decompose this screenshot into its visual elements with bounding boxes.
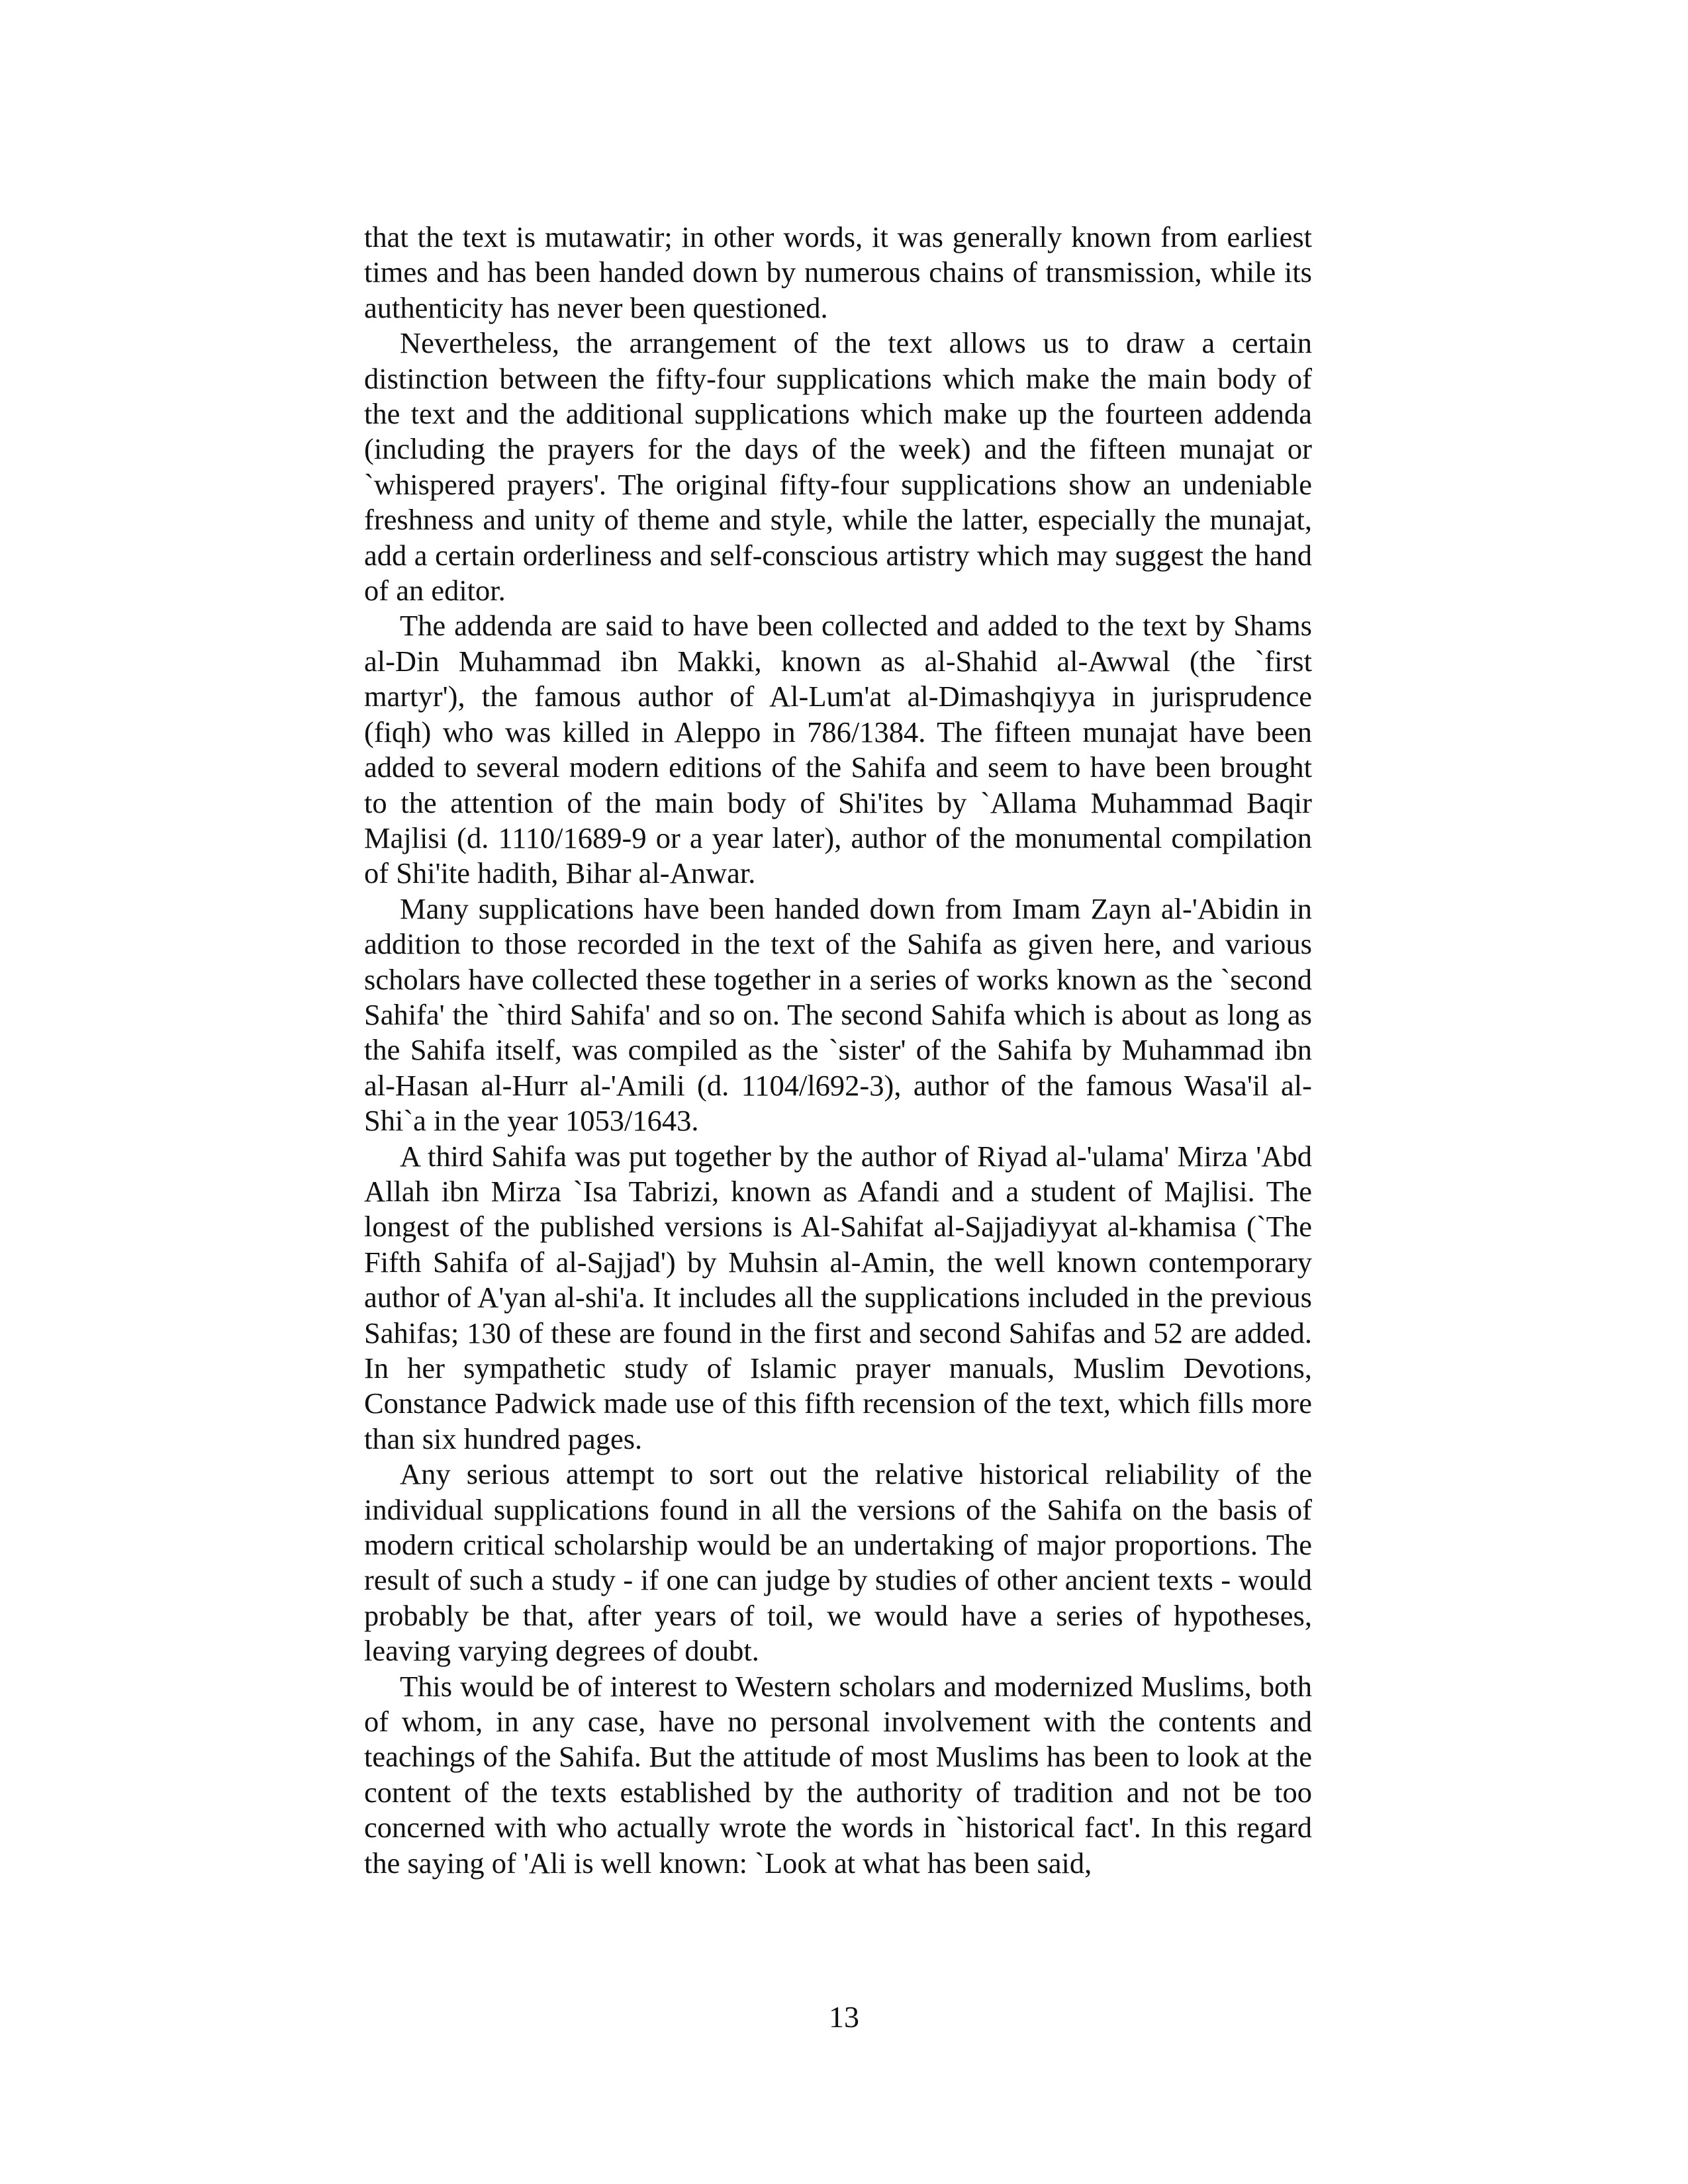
- body-text: [364, 220, 1312, 1881]
- paragraph: Any serious attempt to sort out the relative historical reliability of the individual supplications found in all the versions of the Sahifa on the basis of modern critical scholarship would be an undertaking of major proportions. The result of such a study - if one can judge by studies of other ancient texts - would probably be that, after years of toil, we would have a series of hypotheses, leaving varying degrees of doubt.: [364, 1457, 1312, 1668]
- paragraph: The addenda are said to have been collected and added to the text by Shams al-Din Muhammad ibn Makki, known as al-Shahid al-Awwal (the `first martyr'), the famous author of Al-Lum'at al-Dimashqiyya in jurisprudence (fiqh) who was killed in Aleppo in 786/1384. The fifteen munajat have been added to several modern editions of the Sahifa and seem to have been brought to the attention of the main body of Shi'ites by `Allama Muhammad Baqir Majlisi (d. 1110/1689-9 or a year later), author of the monumental compilation of Shi'ite hadith, Bihar al-Anwar.: [364, 609, 1312, 890]
- paragraph: A third Sahifa was put together by the author of Riyad al-'ulama' Mirza 'Abd Allah ibn Mirza `Isa Tabrizi, known as Afandi and a student of Majlisi. The longest of the published versions is Al-Sahifat al-Sajjadiyyat al-khamisa (`The Fifth Sahifa of al-Sajjad') by Muhsin al-Amin, the well known contemporary author of A'yan al-shi'a. It includes all the supplications included in the previous Sahifas; 130 of these are found in the first and second Sahifas and 52 are added. In her sympathetic study of Islamic prayer manuals, Muslim Devotions, Constance Padwick made use of this fifth recension of the text, which fills more than six hundred pages.: [364, 1139, 1312, 1455]
- paragraph: This would be of interest to Western scholars and modernized Muslims, both of whom, in any case, have no personal involvement with the contents and teachings of the Sahifa. But the attitude of most Muslims has been to look at the content of the texts established by the authority of tradition and not be too concerned with who actually wrote the words in `historical fact'. In this regard the saying of 'Ali is well known: `Look at what has been said,: [364, 1669, 1312, 1880]
- page-number: 13: [829, 2000, 859, 2034]
- paragraph: Many supplications have been handed down from Imam Zayn al-'Abidin in addition to those recorded in the text of the Sahifa as given here, and various scholars have collected these together in a series of works known as the `second Sahifa' the `third Sahifa' and so on. The second Sahifa which is about as long as the Sahifa itself, was compiled as the `sister' of the Sahifa by Muhammad ibn al-Hasan al-Hurr al-'Amili (d. 1104/l692-3), author of the famous Wasa'il al-Shi`a in the year 1053/1643.: [364, 891, 1312, 1138]
- paragraph: that the text is mutawatir; in other words, it was generally known from earliest times and has been handed down by numerous chains of transmission, while its authenticity has never been questioned.: [364, 220, 1312, 324]
- paragraph: Nevertheless, the arrangement of the text allows us to draw a certain distinction between the fifty-four supplications which make the main body of the text and the additional supplications which make up the fourteen addenda (including the prayers for the days of the week) and the fifteen munajat or `whispered prayers'. The original fifty-four supplications show an undeniable freshness and unity of theme and style, while the latter, especially the munajat, add a certain orderliness and self-conscious artistry which may suggest the hand of an editor.: [364, 326, 1312, 608]
